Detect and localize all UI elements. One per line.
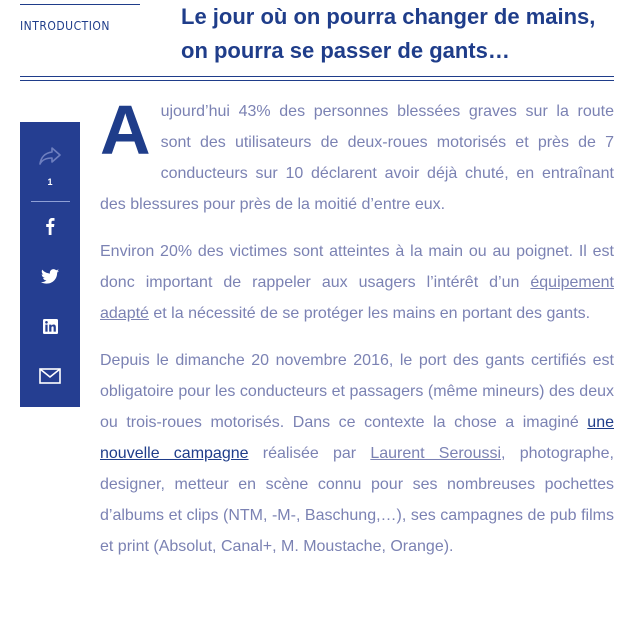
drop-cap: A xyxy=(100,91,151,169)
email-share-button[interactable] xyxy=(20,364,80,388)
section-label: INTRODUCTION xyxy=(20,19,110,33)
article-body xyxy=(100,91,615,578)
photographer-link[interactable]: Laurent Seroussi xyxy=(370,445,502,462)
twitter-icon xyxy=(41,269,59,284)
share-sidebar xyxy=(20,122,80,407)
title-divider xyxy=(20,76,614,81)
paragraph-intro-text: ujourd’hui 43% des personnes blessées graves sur la route sont des utilisateurs de deux-roues motorisés et près de 7 conducteurs sur 10 déclarent avoir déjà chuté, en entraînant des blessures pour près de la moitié d’entre eux. xyxy=(100,103,614,213)
linkedin-icon xyxy=(43,319,58,334)
paragraph-text: , photographe, designer, metteur en scène connu pour ses nombreuses pochettes d’albums et clips (NTM, -M-, Baschung,…), ses campagnes de pub films et print (Absolut, Canal+, M. Moustache, Orange). xyxy=(100,445,615,555)
share-count: 1 xyxy=(47,177,53,187)
share-arrow-icon xyxy=(39,147,61,165)
paragraph-campaign xyxy=(100,345,614,562)
paragraph-text: Environ 20% des victimes sont atteintes à la main ou au poignet. Il est donc important de rappeler aux usagers l’intérêt d’un xyxy=(100,243,614,291)
paragraph-intro xyxy=(100,91,614,220)
top-rule xyxy=(20,4,140,5)
facebook-share-button[interactable] xyxy=(20,214,80,238)
paragraph-text: Depuis le dimanche 20 novembre 2016, le port des gants certifiés est obligatoire pour les conducteurs et passagers (même mineurs) des deux ou trois-roues motorisés. Dans ce contexte la chose a imaginé xyxy=(100,352,614,431)
share-divider xyxy=(31,201,70,202)
paragraph-text: et la nécessité de se protéger les mains en portant des gants. xyxy=(148,305,591,322)
twitter-share-button[interactable] xyxy=(20,264,80,288)
equipment-link[interactable]: équipement adapté xyxy=(100,274,614,322)
paragraph-injuries xyxy=(100,236,614,329)
linkedin-share-button[interactable] xyxy=(20,314,80,338)
mail-icon xyxy=(39,368,61,384)
facebook-icon xyxy=(45,217,55,235)
article-title: Le jour où on pourra changer de mains, on pourra se passer de gants… xyxy=(181,4,596,63)
campaign-link[interactable]: une nouvelle campagne xyxy=(100,414,614,462)
share-button[interactable] xyxy=(20,144,80,168)
paragraph-text: réalisée par xyxy=(248,445,371,462)
